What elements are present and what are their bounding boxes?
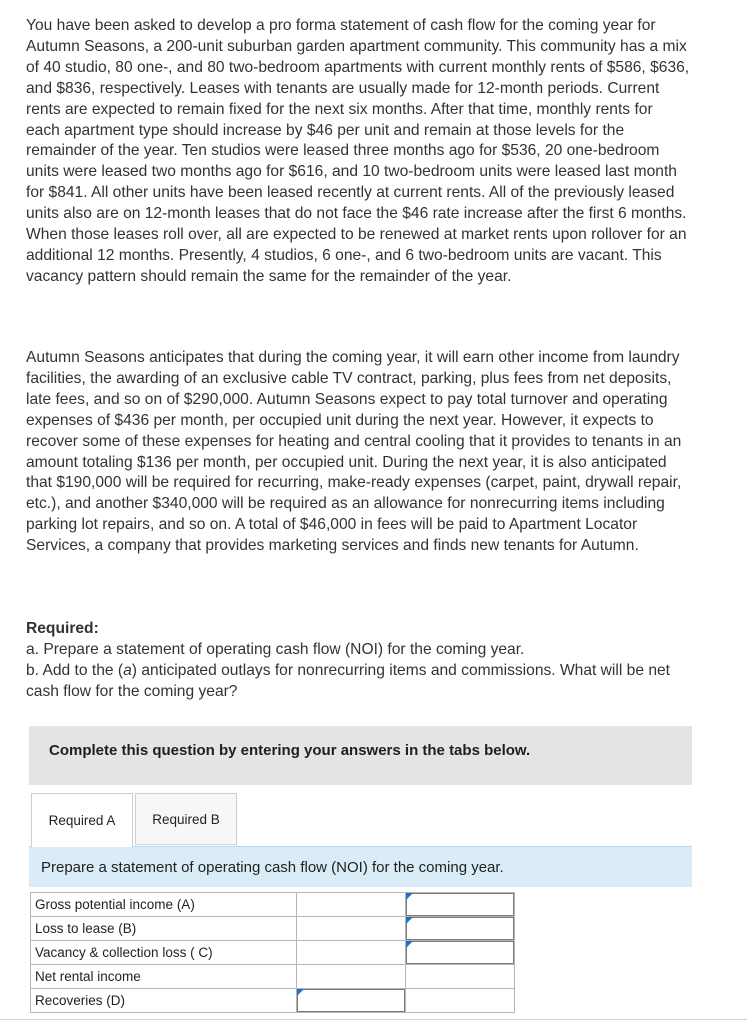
required-b-italic: a <box>123 662 132 679</box>
table-row <box>31 893 515 917</box>
required-heading: Required: <box>26 620 99 637</box>
empty-cell <box>297 941 406 965</box>
required-b-suffix: ) anticipated outlays for nonrecurring items and commissions. What will be net cash flow for the coming year? <box>26 662 671 700</box>
table-row <box>31 917 515 941</box>
input-marker-icon <box>297 989 304 996</box>
empty-cell <box>406 989 515 1013</box>
required-b-text <box>26 661 696 703</box>
empty-cell <box>297 893 406 917</box>
tab-instruction-text: Prepare a statement of operating cash flow (NOI) for the coming year. <box>41 859 504 876</box>
table-row <box>31 989 515 1013</box>
tab-required-b[interactable]: Required B <box>135 793 237 845</box>
vacancy-collection-loss-input[interactable] <box>406 941 514 964</box>
empty-cell <box>297 917 406 941</box>
table-row <box>31 965 515 989</box>
problem-paragraph-2: Autumn Seasons anticipates that during the coming year, it will earn other income from laundry facilities, the awarding of an exclusive cable TV contract, parking, plus fees from net deposits, late fees, and so on of $290,000. Autumn Seasons expect to pay total turnover and operating expenses of $436 per month, per occupied unit during the next year. However, it expects to recover some of these expenses for heating and central cooling that it provides to tenants in an amount totaling $136 per month, per occupied unit. During the next year, it is also anticipated that $190,000 will be required for recurring, make-ready expenses (carpet, paint, drywall repair, etc.), and another $340,000 will be required as an allowance for nonrecurring items including parking lot repairs, and so on. A total of $46,000 in fees will be paid to Apartment Locator Services, a company that provides marketing services and finds new tenants for Autumn. <box>26 349 682 555</box>
empty-cell <box>297 965 406 989</box>
problem-paragraph-1: You have been asked to develop a pro forma statement of cash flow for the coming year for Autumn Seasons, a 200-unit suburban garden apartment community. This community has a mix of 40 studio, 80 one-, and 80 two-bedroom apartments with current monthly rents of $586, $636, and $836, respectively. Leases with tenants are usually made for 12-month periods. Current rents are expected to remain fixed for the next six months. After that time, monthly rents for each apartment type should increase by $46 per unit and remain at those levels for the remainder of the year. Ten studios were leased three months ago for $536, 20 one-bedroom units were leased two months ago for $616, and 10 two-bedroom units were leased last month for $841. All other units have been leased recently at current rents. All of the previously leased units also are on 12-month leases that do not face the $46 rate increase after the first 6 months. When those leases roll over, all are expected to be renewed at market rents upon rollover for an additional 12 months. Presently, 4 studios, 6 one-, and 6 two-bedroom units are vacant. This vacancy pattern should remain the same for the remainder of the year. <box>26 17 690 285</box>
required-b-prefix: b. Add to the ( <box>26 662 124 679</box>
row-label: Net rental income <box>31 965 297 989</box>
row-label: Gross potential income (A) <box>31 893 297 917</box>
input-marker-icon <box>406 917 413 924</box>
loss-to-lease-input[interactable] <box>406 917 514 940</box>
tab-instruction-bar <box>29 846 692 887</box>
empty-cell <box>406 965 515 989</box>
row-label: Loss to lease (B) <box>31 917 297 941</box>
row-label: Recoveries (D) <box>31 989 297 1013</box>
answer-cell[interactable] <box>406 893 515 917</box>
banner-text: Complete this question by entering your answers in the tabs below. <box>49 742 531 759</box>
answer-cell[interactable] <box>406 917 515 941</box>
instructions-banner <box>29 726 692 785</box>
answer-cell[interactable] <box>297 989 406 1013</box>
tab-required-a[interactable]: Required A <box>31 793 133 847</box>
input-marker-icon <box>406 893 413 900</box>
gross-potential-income-input[interactable] <box>406 893 514 916</box>
bottom-divider <box>0 1019 747 1020</box>
input-marker-icon <box>406 941 413 948</box>
answer-cell[interactable] <box>406 941 515 965</box>
required-a-text: a. Prepare a statement of operating cash flow (NOI) for the coming year. <box>26 641 525 658</box>
table-row <box>31 941 515 965</box>
row-label: Vacancy & collection loss ( C) <box>31 941 297 965</box>
noi-statement-table <box>30 892 515 1013</box>
recoveries-input[interactable] <box>297 989 405 1012</box>
